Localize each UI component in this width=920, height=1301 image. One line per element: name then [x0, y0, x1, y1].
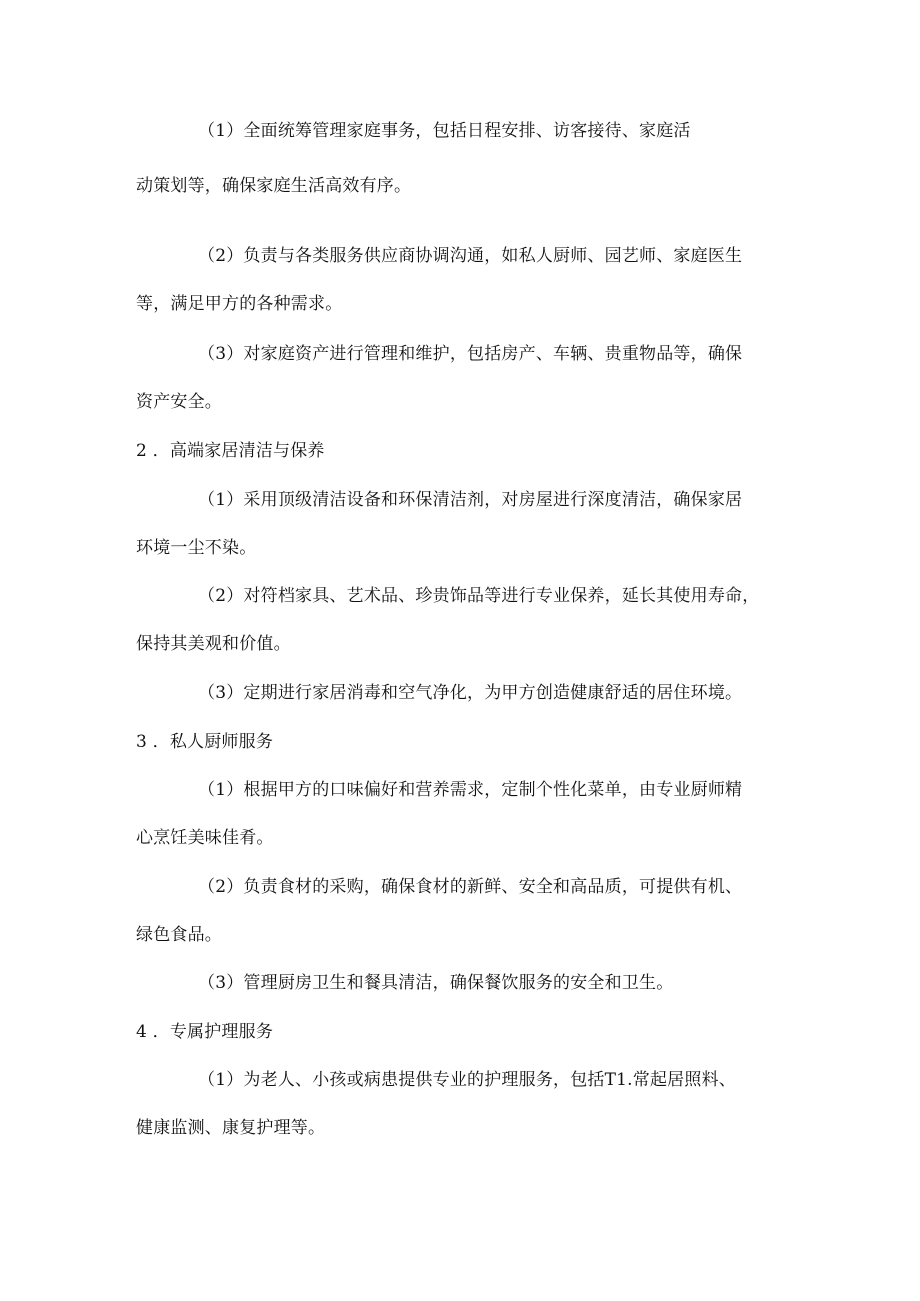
paragraph-line: （3）定期进行家居消毒和空气净化，为甲方创造健康舒适的居住环境。: [198, 683, 743, 703]
paragraph-line: 保持其美观和价值。: [136, 634, 291, 654]
paragraph-line: 健康监测、康复护理等。: [136, 1118, 326, 1138]
paragraph-line: 心烹饪美味佳肴。: [136, 828, 274, 848]
paragraph-line: （2）负责与各类服务供应商协调沟通，如私人厨师、园艺师、家庭医生: [198, 246, 743, 266]
paragraph-line: （2）对符档家具、艺术品、珍贵饰品等进行专业保养，延长其使用寿命，: [198, 586, 760, 606]
paragraph-line: （1）采用顶级清洁设备和环保清洁剂，对房屋进行深度清洁，确保家居: [198, 490, 743, 510]
paragraph-line: （3）管理厨房卫生和餐具清洁，确保餐饮服务的安全和卫生。: [198, 973, 674, 993]
paragraph-line: （1）根据甲方的口味偏好和营养需求，定制个性化菜单，由专业厨师精: [198, 780, 743, 800]
paragraph-line: 绿色食品。: [136, 925, 222, 945]
section-heading: 3 ．私人厨师服务: [136, 732, 274, 752]
paragraph-line: （3）对家庭资产进行管理和维护，包括房产、车辆、贵重物品等，确保: [198, 344, 743, 364]
paragraph-line: 资产安全。: [136, 392, 222, 412]
section-heading: 4 ．专属护理服务: [136, 1022, 274, 1042]
paragraph-line: （1）为老人、小孩或病患提供专业的护理服务，包括T1.常起居照料、: [198, 1070, 736, 1090]
paragraph-line: 等，满足甲方的各种需求。: [136, 294, 343, 314]
paragraph-line: （1）全面统筹管理家庭事务，包括日程安排、访客接待、家庭活: [198, 121, 691, 141]
paragraph-line: 动策划等，确保家庭生活高效有序。: [136, 176, 412, 196]
paragraph-line: （2）负责食材的采购，确保食材的新鲜、安全和高品质，可提供有机、: [198, 877, 743, 897]
section-heading: 2 ．高端家居清洁与保养: [136, 441, 325, 461]
paragraph-line: 环境一尘不染。: [136, 538, 257, 558]
